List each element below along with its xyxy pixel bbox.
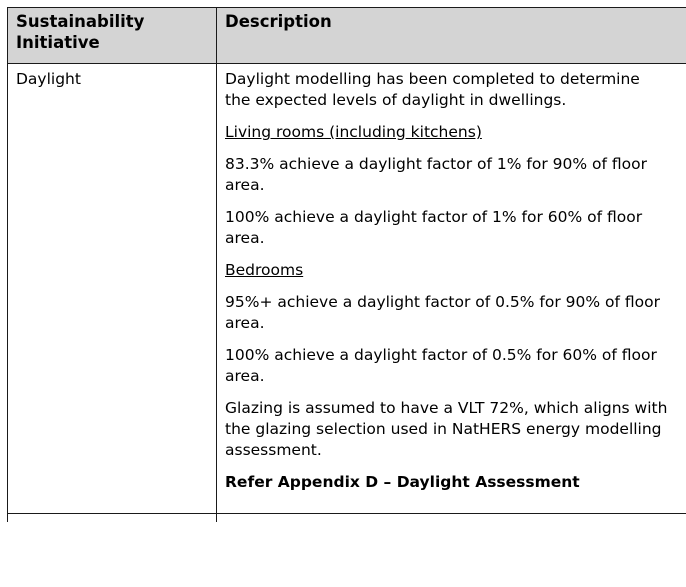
living-rooms-result-2: 100% achieve a daylight factor of 1% for 60% of floor area. (225, 207, 670, 249)
header-initiative-line1: Sustainability (16, 12, 144, 31)
next-row-edge-cell-1 (8, 514, 217, 523)
initiative-cell: Daylight (8, 64, 217, 514)
header-description: Description (217, 8, 686, 64)
intro-paragraph: Daylight modelling has been completed to determine the expected levels of daylight in dwellings. (225, 69, 670, 111)
next-row-edge (8, 514, 686, 523)
appendix-reference: Refer Appendix D – Daylight Assessment (225, 472, 670, 493)
header-initiative (8, 8, 217, 64)
table-row (8, 64, 686, 514)
glazing-paragraph: Glazing is assumed to have a VLT 72%, which aligns with the glazing selection used in NatHERS energy modelling assessment. (225, 398, 670, 461)
living-rooms-heading: Living rooms (including kitchens) (225, 122, 670, 143)
document-page (7, 7, 686, 587)
header-initiative-line2: Initiative (16, 33, 100, 52)
next-row-edge-cell-2 (217, 514, 686, 523)
bedrooms-heading: Bedrooms (225, 260, 670, 281)
description-cell (217, 64, 686, 514)
bedrooms-result-2: 100% achieve a daylight factor of 0.5% for 60% of floor area. (225, 345, 670, 387)
sustainability-table (7, 7, 686, 522)
table-header-row (8, 8, 686, 64)
bedrooms-result-1: 95%+ achieve a daylight factor of 0.5% for 90% of floor area. (225, 292, 670, 334)
living-rooms-result-1: 83.3% achieve a daylight factor of 1% for 90% of floor area. (225, 154, 670, 196)
